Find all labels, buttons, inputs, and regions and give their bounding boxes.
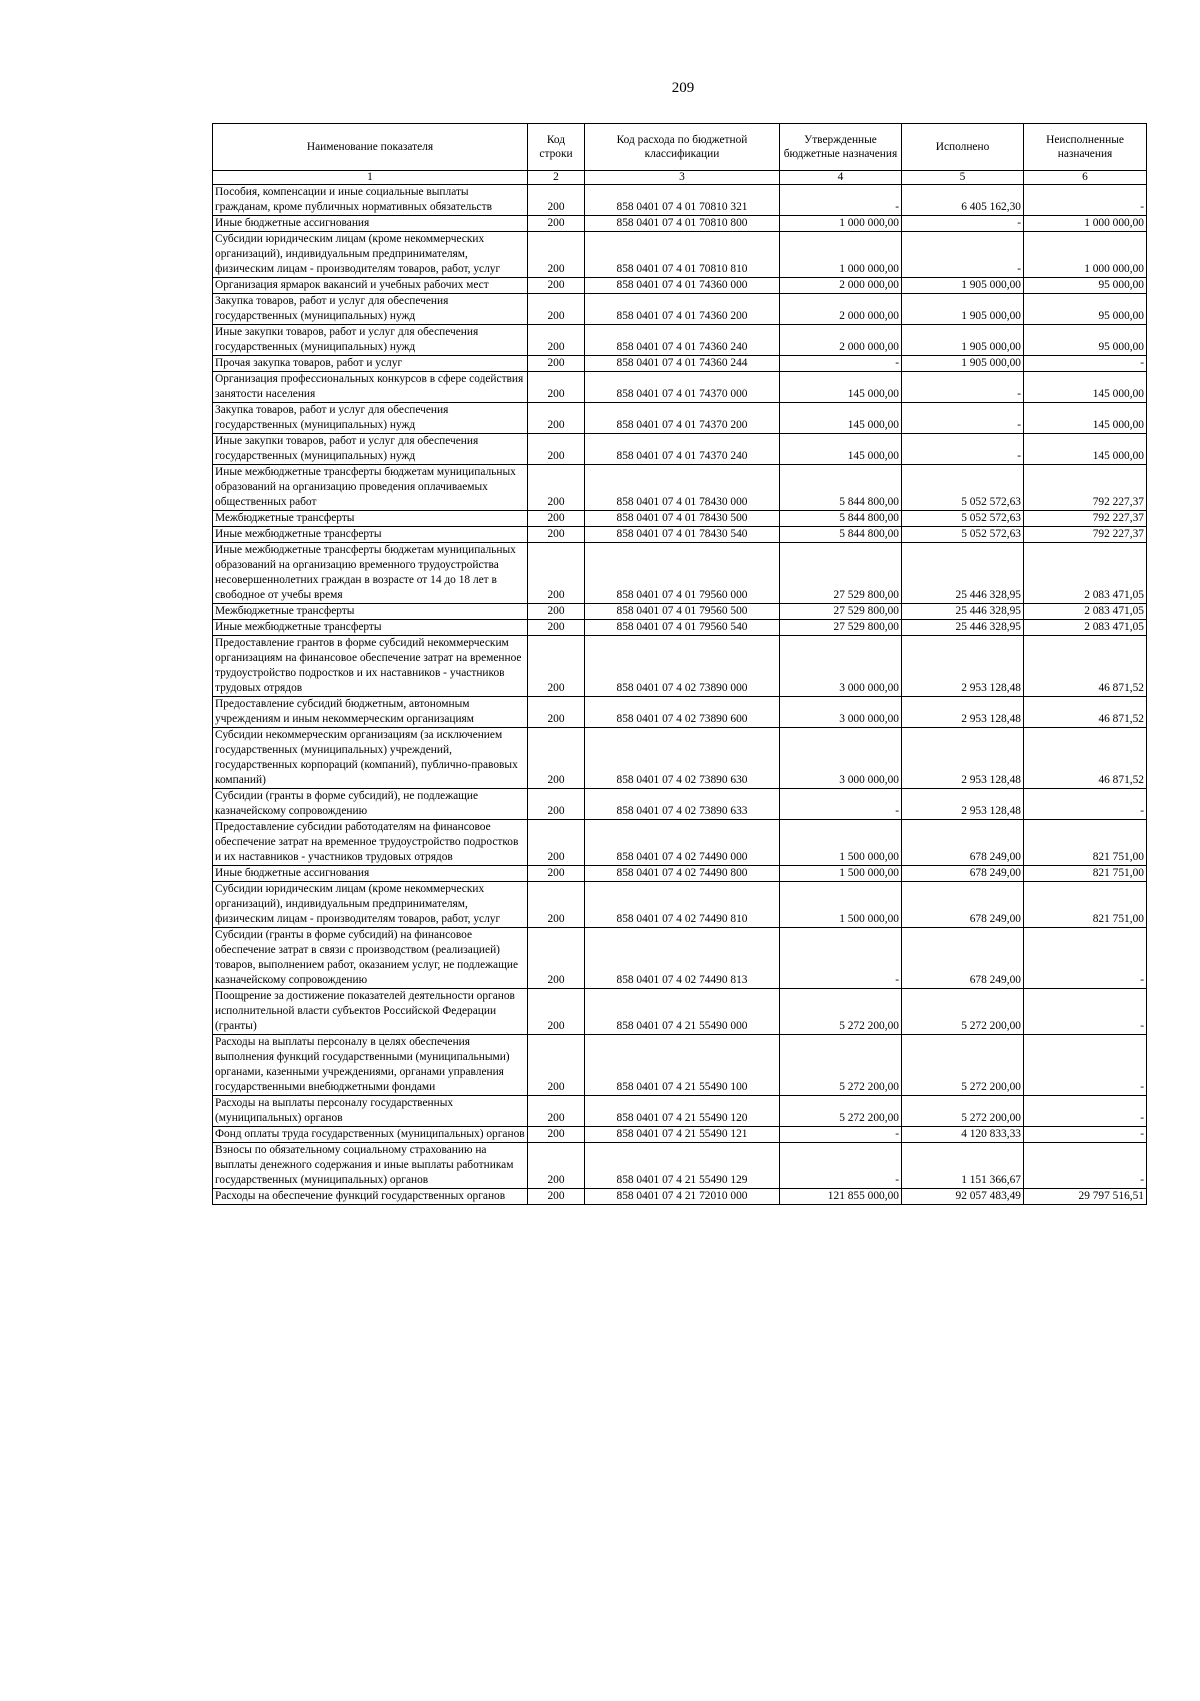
row-executed-cell: 25 446 328,95 [902,620,1024,636]
row-executed-cell: - [902,372,1024,403]
column-number: 4 [780,171,902,185]
row-expense-code-cell: 858 0401 07 4 02 73890 000 [585,636,780,697]
row-expense-code-cell: 858 0401 07 4 21 55490 000 [585,989,780,1035]
row-executed-cell: 5 052 572,63 [902,511,1024,527]
row-name-cell: Закупка товаров, работ и услуг для обеспечения государственных (муниципальных) нужд [213,294,528,325]
table-row [213,403,1147,434]
row-line-code-cell: 200 [528,989,585,1035]
table-row [213,928,1147,989]
header-expense-code: Код расхода по бюджетной классификации [585,124,780,171]
row-unexecuted-cell: 95 000,00 [1024,325,1147,356]
header-line-code: Код строки [528,124,585,171]
table-row [213,543,1147,604]
row-unexecuted-cell: - [1024,1096,1147,1127]
table-row [213,294,1147,325]
row-executed-cell: 5 272 200,00 [902,1096,1024,1127]
row-unexecuted-cell: - [1024,989,1147,1035]
row-line-code-cell: 200 [528,728,585,789]
row-unexecuted-cell: 792 227,37 [1024,511,1147,527]
row-unexecuted-cell: - [1024,185,1147,216]
row-unexecuted-cell: - [1024,928,1147,989]
row-executed-cell: 92 057 483,49 [902,1189,1024,1205]
table-row [213,1189,1147,1205]
row-name-cell: Субсидии юридическим лицам (кроме некоммерческих организаций), индивидуальным предпринимателям, физическим лицам - производителям товаров, работ, услуг [213,232,528,278]
table-row [213,325,1147,356]
row-expense-code-cell: 858 0401 07 4 02 73890 630 [585,728,780,789]
row-executed-cell: 25 446 328,95 [902,604,1024,620]
row-line-code-cell: 200 [528,604,585,620]
row-unexecuted-cell: 145 000,00 [1024,372,1147,403]
row-name-cell: Пособия, компенсации и иные социальные выплаты гражданам, кроме публичных нормативных обязательств [213,185,528,216]
table-row [213,1143,1147,1189]
row-name-cell: Субсидии (гранты в форме субсидий) на финансовое обеспечение затрат в связи с производством (реализацией) товаров, выполнением работ, оказанием услуг, не подлежащие казначейскому сопровождению [213,928,528,989]
row-line-code-cell: 200 [528,511,585,527]
row-name-cell: Прочая закупка товаров, работ и услуг [213,356,528,372]
row-expense-code-cell: 858 0401 07 4 02 73890 633 [585,789,780,820]
row-expense-code-cell: 858 0401 07 4 01 74360 200 [585,294,780,325]
row-line-code-cell: 200 [528,928,585,989]
row-unexecuted-cell: 29 797 516,51 [1024,1189,1147,1205]
row-line-code-cell: 200 [528,543,585,604]
row-expense-code-cell: 858 0401 07 4 02 74490 800 [585,866,780,882]
row-unexecuted-cell: 821 751,00 [1024,882,1147,928]
row-expense-code-cell: 858 0401 07 4 21 55490 100 [585,1035,780,1096]
row-unexecuted-cell: 792 227,37 [1024,527,1147,543]
column-number: 5 [902,171,1024,185]
row-unexecuted-cell: - [1024,1127,1147,1143]
row-line-code-cell: 200 [528,620,585,636]
row-approved-cell: 3 000 000,00 [780,697,902,728]
row-executed-cell: 678 249,00 [902,928,1024,989]
row-expense-code-cell: 858 0401 07 4 01 78430 000 [585,465,780,511]
row-executed-cell: 5 052 572,63 [902,527,1024,543]
row-line-code-cell: 200 [528,403,585,434]
column-number: 2 [528,171,585,185]
row-line-code-cell: 200 [528,434,585,465]
row-approved-cell: - [780,185,902,216]
table-row [213,820,1147,866]
row-expense-code-cell: 858 0401 07 4 01 74370 200 [585,403,780,434]
row-executed-cell: 2 953 128,48 [902,636,1024,697]
row-approved-cell: 3 000 000,00 [780,636,902,697]
row-approved-cell: 2 000 000,00 [780,278,902,294]
row-approved-cell: 5 272 200,00 [780,989,902,1035]
table-row [213,636,1147,697]
row-unexecuted-cell: 2 083 471,05 [1024,543,1147,604]
row-name-cell: Межбюджетные трансферты [213,511,528,527]
row-line-code-cell: 200 [528,1035,585,1096]
header-indicator-name: Наименование показателя [213,124,528,171]
table-row [213,216,1147,232]
row-line-code-cell: 200 [528,882,585,928]
row-unexecuted-cell: 792 227,37 [1024,465,1147,511]
row-approved-cell: 1 000 000,00 [780,216,902,232]
row-approved-cell: 1 000 000,00 [780,232,902,278]
row-executed-cell: - [902,434,1024,465]
row-name-cell: Предоставление субсидий бюджетным, автономным учреждениям и иным некоммерческим организациям [213,697,528,728]
column-number: 6 [1024,171,1147,185]
row-name-cell: Расходы на выплаты персоналу в целях обеспечения выполнения функций государственными (муниципальными) органами, казенными учреждениями, органами управления государственными внебюджетными фондами [213,1035,528,1096]
table-row [213,620,1147,636]
row-expense-code-cell: 858 0401 07 4 01 74370 240 [585,434,780,465]
table-row [213,511,1147,527]
row-executed-cell: - [902,403,1024,434]
row-name-cell: Иные закупки товаров, работ и услуг для обеспечения государственных (муниципальных) нужд [213,325,528,356]
row-approved-cell: 27 529 800,00 [780,604,902,620]
table-row [213,232,1147,278]
row-line-code-cell: 200 [528,527,585,543]
row-expense-code-cell: 858 0401 07 4 02 73890 600 [585,697,780,728]
row-line-code-cell: 200 [528,325,585,356]
row-approved-cell: 3 000 000,00 [780,728,902,789]
row-name-cell: Иные межбюджетные трансферты бюджетам муниципальных образований на организацию проведения оплачиваемых общественных работ [213,465,528,511]
row-unexecuted-cell: 1 000 000,00 [1024,216,1147,232]
row-line-code-cell: 200 [528,372,585,403]
row-approved-cell: - [780,928,902,989]
table-row [213,728,1147,789]
table-row [213,1096,1147,1127]
row-expense-code-cell: 858 0401 07 4 21 55490 121 [585,1127,780,1143]
column-number-row [213,171,1147,185]
row-name-cell: Фонд оплаты труда государственных (муниципальных) органов [213,1127,528,1143]
table-row [213,882,1147,928]
row-unexecuted-cell: 821 751,00 [1024,820,1147,866]
row-executed-cell: 678 249,00 [902,866,1024,882]
row-unexecuted-cell: - [1024,789,1147,820]
row-executed-cell: 2 953 128,48 [902,697,1024,728]
row-name-cell: Субсидии юридическим лицам (кроме некоммерческих организаций), индивидуальным предпринимателям, физическим лицам - производителям товаров, работ, услуг [213,882,528,928]
row-name-cell: Субсидии (гранты в форме субсидий), не подлежащие казначейскому сопровождению [213,789,528,820]
row-unexecuted-cell: 46 871,52 [1024,728,1147,789]
row-approved-cell: 145 000,00 [780,372,902,403]
row-expense-code-cell: 858 0401 07 4 01 70810 810 [585,232,780,278]
row-expense-code-cell: 858 0401 07 4 01 74360 244 [585,356,780,372]
table-row [213,356,1147,372]
table-row [213,372,1147,403]
row-executed-cell: 5 272 200,00 [902,989,1024,1035]
row-approved-cell: 1 500 000,00 [780,820,902,866]
row-approved-cell: 5 844 800,00 [780,511,902,527]
header-executed: Исполнено [902,124,1024,171]
row-unexecuted-cell: 2 083 471,05 [1024,620,1147,636]
row-expense-code-cell: 858 0401 07 4 21 55490 120 [585,1096,780,1127]
row-approved-cell: 145 000,00 [780,403,902,434]
row-line-code-cell: 200 [528,465,585,511]
row-approved-cell: 5 844 800,00 [780,527,902,543]
row-name-cell: Поощрение за достижение показателей деятельности органов исполнительной власти субъектов Российской Федерации (гранты) [213,989,528,1035]
budget-table-container [212,123,1146,1205]
table-header-row [213,124,1147,171]
row-expense-code-cell: 858 0401 07 4 01 78430 500 [585,511,780,527]
row-name-cell: Межбюджетные трансферты [213,604,528,620]
row-name-cell: Субсидии некоммерческим организациям (за исключением государственных (муниципальных) учреждений, государственных корпораций (компаний), публично-правовых компаний) [213,728,528,789]
column-number: 3 [585,171,780,185]
row-unexecuted-cell: 95 000,00 [1024,278,1147,294]
row-executed-cell: 1 905 000,00 [902,356,1024,372]
table-row [213,866,1147,882]
row-unexecuted-cell: 821 751,00 [1024,866,1147,882]
row-approved-cell: 1 500 000,00 [780,866,902,882]
row-expense-code-cell: 858 0401 07 4 01 79560 000 [585,543,780,604]
row-name-cell: Иные межбюджетные трансферты бюджетам муниципальных образований на организацию временного трудоустройства несовершеннолетних граждан в возрасте от 14 до 18 лет в свободное от учебы время [213,543,528,604]
row-expense-code-cell: 858 0401 07 4 02 74490 810 [585,882,780,928]
row-name-cell: Иные бюджетные ассигнования [213,216,528,232]
row-executed-cell: 2 953 128,48 [902,728,1024,789]
row-line-code-cell: 200 [528,1189,585,1205]
row-line-code-cell: 200 [528,278,585,294]
row-unexecuted-cell: 145 000,00 [1024,403,1147,434]
row-approved-cell: 5 272 200,00 [780,1035,902,1096]
row-unexecuted-cell: 46 871,52 [1024,697,1147,728]
row-approved-cell: 2 000 000,00 [780,294,902,325]
header-approved: Утвержденные бюджетные назначения [780,124,902,171]
row-name-cell: Иные закупки товаров, работ и услуг для обеспечения государственных (муниципальных) нужд [213,434,528,465]
row-executed-cell: - [902,216,1024,232]
row-line-code-cell: 200 [528,232,585,278]
row-executed-cell: 5 052 572,63 [902,465,1024,511]
row-approved-cell: 5 844 800,00 [780,465,902,511]
row-executed-cell: 1 905 000,00 [902,325,1024,356]
row-executed-cell: 2 953 128,48 [902,789,1024,820]
row-approved-cell: 121 855 000,00 [780,1189,902,1205]
row-line-code-cell: 200 [528,356,585,372]
row-name-cell: Иные межбюджетные трансферты [213,527,528,543]
row-executed-cell: 25 446 328,95 [902,543,1024,604]
budget-execution-table [212,123,1147,1205]
row-approved-cell: 27 529 800,00 [780,543,902,604]
row-expense-code-cell: 858 0401 07 4 01 79560 540 [585,620,780,636]
row-expense-code-cell: 858 0401 07 4 01 74360 000 [585,278,780,294]
row-approved-cell: 27 529 800,00 [780,620,902,636]
row-executed-cell: 4 120 833,33 [902,1127,1024,1143]
row-line-code-cell: 200 [528,820,585,866]
row-expense-code-cell: 858 0401 07 4 21 55490 129 [585,1143,780,1189]
row-expense-code-cell: 858 0401 07 4 02 74490 813 [585,928,780,989]
row-line-code-cell: 200 [528,636,585,697]
table-row [213,1127,1147,1143]
row-unexecuted-cell: 46 871,52 [1024,636,1147,697]
row-expense-code-cell: 858 0401 07 4 01 70810 321 [585,185,780,216]
row-unexecuted-cell: 145 000,00 [1024,434,1147,465]
table-row [213,185,1147,216]
row-line-code-cell: 200 [528,294,585,325]
page-number: 209 [671,80,695,96]
table-row [213,278,1147,294]
row-line-code-cell: 200 [528,185,585,216]
row-executed-cell: 678 249,00 [902,820,1024,866]
row-approved-cell: - [780,789,902,820]
row-approved-cell: - [780,356,902,372]
row-line-code-cell: 200 [528,1127,585,1143]
row-expense-code-cell: 858 0401 07 4 21 72010 000 [585,1189,780,1205]
row-executed-cell: 1 905 000,00 [902,294,1024,325]
table-row [213,527,1147,543]
table-row [213,989,1147,1035]
row-approved-cell: 145 000,00 [780,434,902,465]
row-name-cell: Взносы по обязательному социальному страхованию на выплаты денежного содержания и иные выплаты работникам государственных (муниципальных) органов [213,1143,528,1189]
header-unexecuted: Неисполненные назначения [1024,124,1147,171]
row-executed-cell: 6 405 162,30 [902,185,1024,216]
row-name-cell: Организация профессиональных конкурсов в сфере содействия занятости населения [213,372,528,403]
row-expense-code-cell: 858 0401 07 4 01 79560 500 [585,604,780,620]
row-unexecuted-cell: 2 083 471,05 [1024,604,1147,620]
row-expense-code-cell: 858 0401 07 4 01 78430 540 [585,527,780,543]
table-row [213,789,1147,820]
row-name-cell: Расходы на обеспечение функций государственных органов [213,1189,528,1205]
row-executed-cell: 1 905 000,00 [902,278,1024,294]
row-line-code-cell: 200 [528,216,585,232]
row-line-code-cell: 200 [528,1143,585,1189]
row-approved-cell: 1 500 000,00 [780,882,902,928]
row-unexecuted-cell: 1 000 000,00 [1024,232,1147,278]
row-expense-code-cell: 858 0401 07 4 01 70810 800 [585,216,780,232]
table-row [213,1035,1147,1096]
table-body [213,185,1147,1205]
row-name-cell: Расходы на выплаты персоналу государственных (муниципальных) органов [213,1096,528,1127]
row-name-cell: Иные бюджетные ассигнования [213,866,528,882]
row-expense-code-cell: 858 0401 07 4 01 74370 000 [585,372,780,403]
table-row [213,697,1147,728]
row-name-cell: Предоставление грантов в форме субсидий некоммерческим организациям на финансовое обеспечение затрат на временное трудоустройство подростков и их наставников - участников трудовых отрядов [213,636,528,697]
row-approved-cell: - [780,1143,902,1189]
row-executed-cell: 678 249,00 [902,882,1024,928]
row-unexecuted-cell: - [1024,1143,1147,1189]
row-expense-code-cell: 858 0401 07 4 02 74490 000 [585,820,780,866]
row-approved-cell: - [780,1127,902,1143]
row-expense-code-cell: 858 0401 07 4 01 74360 240 [585,325,780,356]
row-executed-cell: 5 272 200,00 [902,1035,1024,1096]
row-name-cell: Организация ярмарок вакансий и учебных рабочих мест [213,278,528,294]
row-line-code-cell: 200 [528,1096,585,1127]
row-unexecuted-cell: 95 000,00 [1024,294,1147,325]
table-row [213,604,1147,620]
row-unexecuted-cell: - [1024,1035,1147,1096]
row-approved-cell: 2 000 000,00 [780,325,902,356]
row-name-cell: Закупка товаров, работ и услуг для обеспечения государственных (муниципальных) нужд [213,403,528,434]
row-line-code-cell: 200 [528,697,585,728]
row-name-cell: Иные межбюджетные трансферты [213,620,528,636]
row-executed-cell: 1 151 366,67 [902,1143,1024,1189]
row-approved-cell: 5 272 200,00 [780,1096,902,1127]
column-number: 1 [213,171,528,185]
row-unexecuted-cell: - [1024,356,1147,372]
row-line-code-cell: 200 [528,789,585,820]
row-name-cell: Предоставление субсидии работодателям на финансовое обеспечение затрат на временное трудоустройство подростков и их наставников - участников трудовых отрядов [213,820,528,866]
row-line-code-cell: 200 [528,866,585,882]
table-row [213,465,1147,511]
table-row [213,434,1147,465]
row-executed-cell: - [902,232,1024,278]
